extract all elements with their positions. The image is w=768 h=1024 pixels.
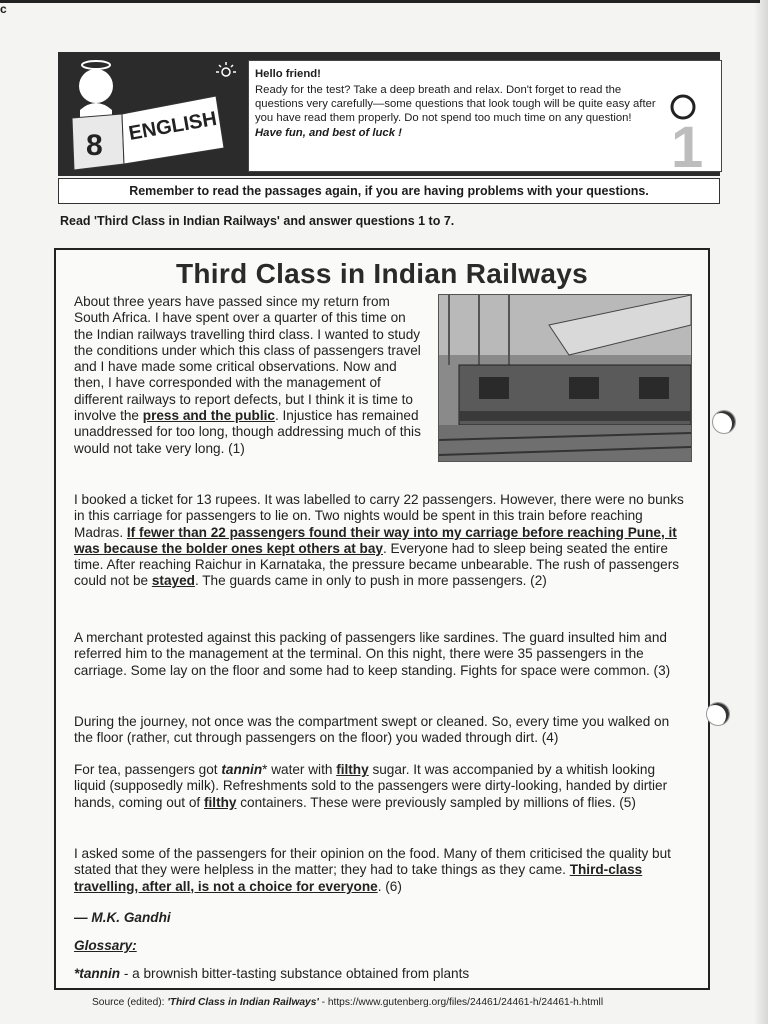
underlined-sentence-2: Third-class travelling, after all, is not a choice for everyone xyxy=(74,862,643,894)
glossary-entry: *tannin - a brownish bitter-tasting substance obtained from plants xyxy=(74,966,470,981)
underlined-sentence: If fewer than 22 passengers found their way into my carriage before reaching Pune, it was because the bolder ones kept others at bay xyxy=(74,524,677,556)
binder-hole-icon xyxy=(712,410,736,434)
glossary-heading: Glossary: xyxy=(74,938,137,953)
mascot-illustration xyxy=(58,52,243,176)
grade-number: 8 xyxy=(86,129,103,162)
binder-hole-icon-2 xyxy=(706,702,730,726)
section-number-badge xyxy=(657,77,707,167)
header-banner xyxy=(58,52,720,176)
hello-title: Hello friend! xyxy=(255,68,321,80)
hello-body: Ready for the test? Take a deep breath and relax. Don't forget to read the questions very carefully—some questions that look tough will be quite easy after you have read them properly. Do not spend too much time on any question! xyxy=(255,84,656,124)
passage-box xyxy=(54,248,710,990)
underlined-phrase: press and the public xyxy=(142,408,275,424)
page-top-edge xyxy=(0,0,760,3)
author-attribution: — M.K. Gandhi xyxy=(74,910,171,925)
paragraph-1: About three years have passed since my return from South Africa. I have spent over a quarter of this time on the Indian railways travelling third class. I wanted to study the conditions under which this class of passengers travel and I have made some critical observations. Now and then, I have corresponded with the management of different railways to report defects, but I think it is time to involve the press and the public. Injustice has remained unaddressed for too long, though addressing much of this would not take very long. (1) xyxy=(74,294,421,456)
subject-label: ENGLISH xyxy=(127,107,219,145)
hello-sign-off: Have fun, and best of luck ! xyxy=(255,127,402,139)
underlined-word-filthy-2: filthy xyxy=(203,794,237,810)
underlined-word-stayed: stayed xyxy=(151,573,195,589)
reminder-bar: Remember to read the passages again, if you are having problems with your questions. xyxy=(58,178,720,204)
badge-number: 1 xyxy=(671,115,704,167)
glossary-term: *tannin xyxy=(74,966,121,981)
paragraph-2: I booked a ticket for 13 rupees. It was labelled to carry 22 passengers. However, there were no bunks in this carriage for passengers to lie on. Two nights would be spent in this train before reaching Madras. If fewer than 22 passengers found their way into my carriage before reaching Pune, it was because the bolder ones kept others at bay. Everyone had to sleep being seated the entire time. After reaching Raichur in Karnataka, the pressure became unbearable. The rush of passengers could not be stayed. The guards came in only to push in more passengers. (2) xyxy=(74,492,684,589)
hello-message-box xyxy=(248,60,722,172)
paragraph-6: I asked some of the passengers for their opinion on the food. Many of them criticised the quality but stated that they were helpless in the matter; they had to take things as they came. Third-class travelling, after all, is not a choice for everyone. (6) xyxy=(74,846,671,894)
train-photo xyxy=(438,294,692,462)
lightbulb-icon xyxy=(216,62,236,76)
paragraph-3: A merchant protested against this packing of passengers like sardines. The guard insulted him and referred him to the management at the terminal. On this night, there were 35 passengers in the carriage. Some lay on the floor and some had to keep standing. Fights for space were common. (3) xyxy=(74,630,671,678)
page-shadow xyxy=(754,0,768,1024)
paragraph-5: For tea, passengers got tannin* water with filthy sugar. It was accompanied by a whitish looking liquid (supposedly milk). Refreshments sold to the passengers were dirty-looking, handed by dirtier hands, coming out of filthy containers. These were previously sampled by millions of flies. (5) xyxy=(74,762,668,810)
reading-instruction: Read 'Third Class in Indian Railways' and answer questions 1 to 7. xyxy=(60,214,455,228)
corner-mark: c xyxy=(0,2,7,16)
source-citation: Source (edited): 'Third Class in Indian Railways' - https://www.gutenberg.org/files/24461/24461-h/24461-h.htmll xyxy=(92,997,604,1008)
underlined-word-filthy: filthy xyxy=(336,762,369,777)
passage-title: Third Class in Indian Railways xyxy=(176,258,588,289)
word-tannin: tannin xyxy=(221,762,263,777)
paragraph-4: During the journey, not once was the compartment swept or cleaned. So, every time you walked on the floor (rather, cut through passengers on the floor) you waded through dirt. (4) xyxy=(74,714,670,746)
